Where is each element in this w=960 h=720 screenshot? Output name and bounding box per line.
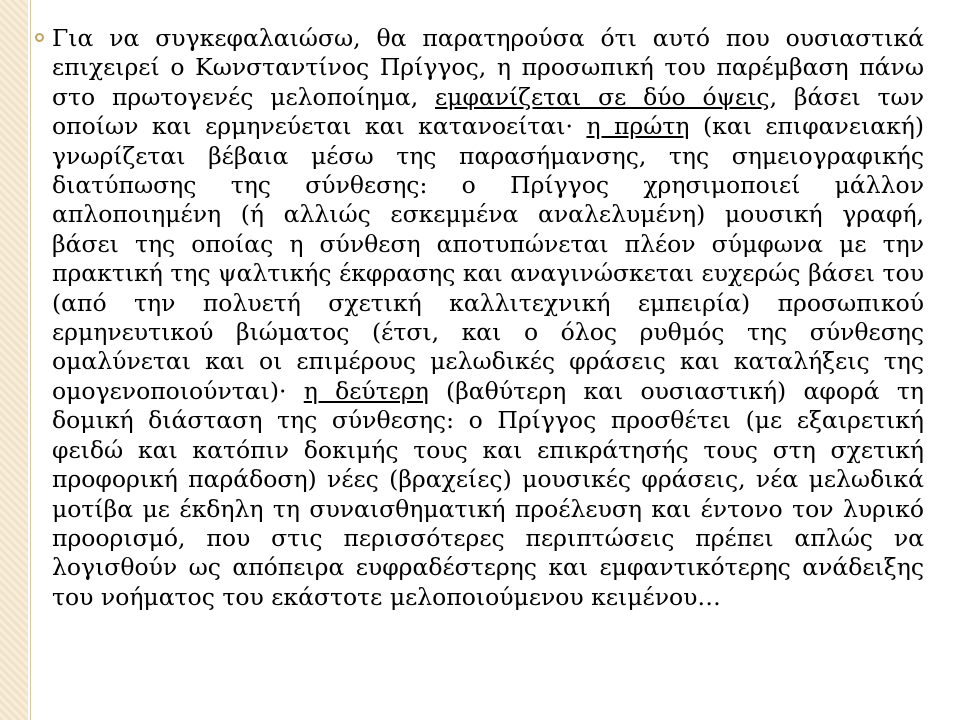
underlined-phrase-second: η δεύτερη (303, 376, 429, 405)
text-segment: (βαθύτερη και ουσιαστική) αφορά τη δομική διάσταση της σύνθεσης: ο Πρίγγος προσθέτει (με εξαιρετική φειδώ και κατόπιν δοκιμής τους και επικράτησής τους στη σχετική προφορική παράδοση) νέες (βραχείες) μουσικές φράσεις, νέα μελωδικά μοτίβα με έκδηλη τη συναισθηματική προέλευση και έντονο τον λυρικό προορισμό, που στις περισσότερες περιπτώσεις πρέπει απλώς να λογισθούν ως απόπειρα ευφραδέστερης και εμφαντικότερης ανάδειξης του νοήματος του εκάστοτε μελοποιούμενου κειμένου… (52, 376, 924, 611)
decorative-side-line (30, 0, 31, 720)
paragraph-text (52, 24, 924, 612)
text-segment: , βάσει των οποίων και ερμηνεύεται και κατανοείται· (52, 82, 924, 141)
decorative-side-panel (0, 0, 28, 720)
text-segment: Για να συγκεφαλαιώσω, θα παρατηρούσα ότι αυτό που ουσιαστικά επιχειρεί ο Κωνσταντίνος Πρίγγος, η προσωπική του παρέμβαση πάνω στο πρωτογενές μελοποίημα, (52, 24, 924, 111)
underlined-phrase-two-aspects: εμφανίζεται σε δύο όψεις (435, 82, 770, 111)
bullet-circle-icon (35, 33, 44, 42)
text-segment: (και επιφανειακή) γνωρίζεται βέβαια μέσω της παρασήμανσης, της σημειογραφικής διατύπωσης της σύνθεσης: ο Πρίγγος χρησιμοποιεί μάλλον απλοποιημένη (ή αλλιώς εσκεμμένα αναλελυμένη) μουσική γραφή, βάσει της οποίας η σύνθεση αποτυπώνεται πλέον σύμφωνα με την πρακτική της ψαλτικής έκφρασης και αναγινώσκεται ευχερώς βάσει του (από την πολυετή σχετική καλλιτεχνική εμπειρία) προσωπικού ερμηνευτικού βιώματος (έτσι, και ο όλος ρυθμός της σύνθεσης ομαλύνεται και οι επιμέρους μελωδικές φράσεις και καταλήξεις της ομογενοποιούνται)· (52, 112, 925, 405)
underlined-phrase-first: η πρώτη (586, 112, 690, 141)
